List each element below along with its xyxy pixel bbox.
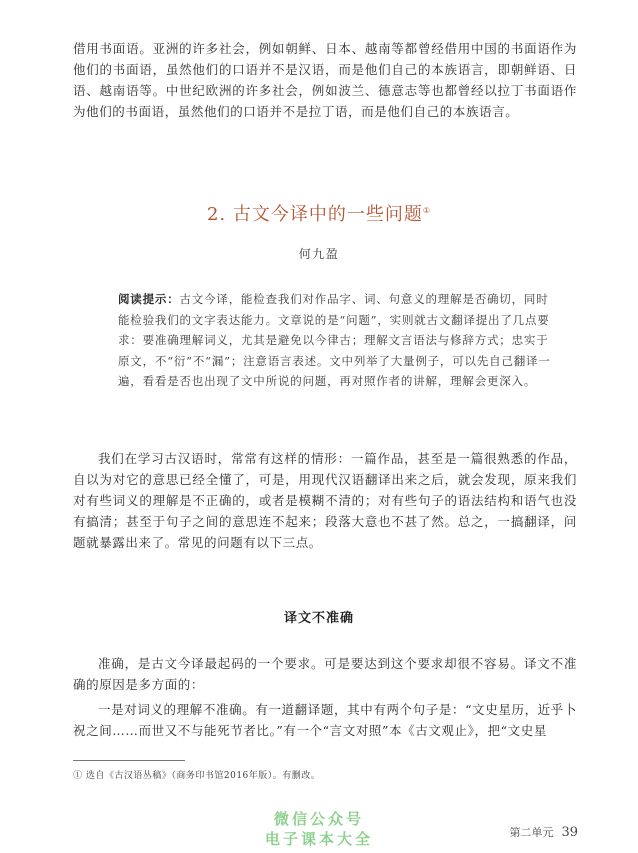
unit-label: 第二单元	[509, 826, 554, 839]
article-title	[0, 200, 638, 226]
reading-tip	[118, 289, 552, 392]
intro-paragraph: 借用书面语。亚洲的许多社会，例如朝鲜、日本、越南等都曾经借用中国的书面语作为他们的书面语，虽然他们的口语并不是汉语，而是他们自己的本族语言，即朝鲜语、日语、越南语等。中世纪欧洲的许多社会，例如波兰、德意志等也都曾经以拉丁书面语作为他们的书面语，虽然他们的口语并不是拉丁语，而是他们自己的本族语言。	[73, 41, 577, 119]
footnote: ① 选自《古汉语丛稿》（商务印书馆2016年版）。有删改。	[73, 771, 321, 781]
footnote-divider	[73, 760, 185, 761]
section-heading: 译文不准确	[283, 611, 354, 626]
watermark-line-2: 电子课本大全	[264, 830, 373, 848]
main-paragraph: 我们在学习古汉语时，常常有这样的情形：一篇作品，甚至是一篇很熟悉的作品，自以为对它的意思已经全懂了，可是，用现代汉语翻译出来之后，就会发现，原来我们对有些词义的理解是不正确的，或者是模糊不清的；对有些句子的语法结构和语气也没有搞清；甚至于句子之间的意思连不起来；段落大意也不甚了然。总之，一搞翻译，问题就暴露出来了。常见的问题有以下三点。	[73, 451, 577, 550]
title-footnote-mark: ①	[422, 206, 432, 215]
first-cause-paragraph: 一是对词义的理解不准确。有一道翻译题，其中有两个句子是：“文史星历，近乎卜祝之间……而世又不与能死节者比。”有一个“言文对照”本《古文观止》，把“文史星	[73, 702, 577, 738]
article-author: 何九盈	[298, 247, 340, 261]
watermark-line-1: 微信公众号	[273, 810, 364, 828]
page-number: 39	[561, 825, 578, 840]
reading-tip-text: 古文今译，能检查我们对作品字、词、句意义的理解是否确切，同时能检验我们的文字表达能力。文章说的是“问题”，实则就古文翻译提出了几点要求：要准确理解词义，尤其是避免以今律古；理解文言语法与修辞方式；忠实于原文，不“衍”不“漏”；注意语言表述。文中列举了大量例子，可以先自己翻译一遍，看看是否也出现了文中所说的问题，再对照作者的讲解，理解会更深入。	[118, 292, 551, 389]
accuracy-paragraph: 准确，是古文今译最起码的一个要求。可是要达到这个要求却很不容易。译文不准确的原因是多方面的：	[73, 656, 577, 692]
page-footer	[509, 824, 578, 840]
article-title-text: 2. 古文今译中的一些问题	[206, 204, 423, 225]
reading-tip-label: 阅读提示：	[118, 292, 180, 306]
